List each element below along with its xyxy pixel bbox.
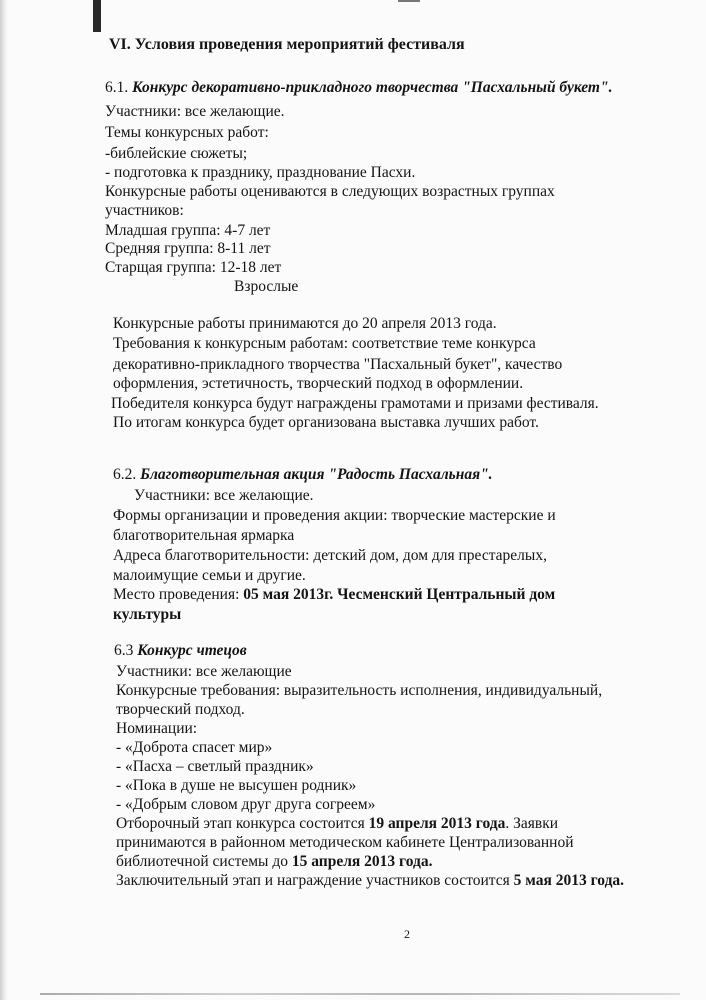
text-line: Взрослые <box>234 278 299 295</box>
text-line: Участники: все желающие. <box>134 487 314 504</box>
text-line: Конкурсные требования: выразительность исполнения, индивидуальный, <box>116 682 603 699</box>
text-line: оформления, эстетичность, творческий подход в оформлении. <box>113 375 524 392</box>
section-title-text: Конкурс чтецов <box>137 642 247 659</box>
text-line <box>116 872 624 890</box>
section-number: 6.1. <box>105 79 129 96</box>
text-line: Средняя группа: 8-11 лет <box>105 240 271 257</box>
text-line: творческий подход. <box>116 701 245 718</box>
text-line <box>116 853 432 871</box>
place-value: 05 мая 2013г. Чесменский Центральный дом <box>243 586 556 603</box>
text-line: -библейские сюжеты; <box>105 145 248 162</box>
text-line: Конкурсные работы принимаются до 20 апреля 2013 года. <box>113 315 497 332</box>
text-line: - подготовка к празднику, празднование Пасхи. <box>105 164 416 181</box>
date-highlight: 19 апреля 2013 года <box>368 815 506 832</box>
text-line: Старщая группа: 12-18 лет <box>105 259 282 276</box>
text-line: Младшая группа: 4-7 лет <box>105 222 271 239</box>
text-span: Заключительный этап и награждение участников состоится <box>116 872 514 889</box>
scan-mark <box>93 0 101 32</box>
date-highlight: 5 мая 2013 года. <box>513 872 625 889</box>
page-number: 2 <box>404 927 410 941</box>
section-heading: VI. Условия проведения мероприятий фестиваля <box>109 36 465 53</box>
list-item: - «Добрым словом друг друга согреем» <box>116 796 376 813</box>
scan-edge <box>40 993 680 995</box>
section-number: 6.2. <box>113 466 141 483</box>
section-title <box>105 79 612 97</box>
section-title-text: Конкурс декоративно-прикладного творчества "Пасхальный букет". <box>132 79 613 96</box>
text-line: принимаются в районном методическом кабинете Централизованной <box>116 834 574 851</box>
section-title <box>113 466 493 484</box>
text-line <box>116 815 558 833</box>
section-number: 6.3 <box>114 642 138 659</box>
text-line: Участники: все желающие. <box>105 103 285 120</box>
text-line: Адреса благотворительности: детский дом, дом для престарелых, <box>113 547 547 564</box>
text-line: Участники: все желающие <box>116 663 292 680</box>
section-title <box>114 642 247 660</box>
text-line: участников: <box>105 202 184 219</box>
place-label: Место проведения: <box>113 586 244 603</box>
text-span: . Заявки <box>505 815 559 832</box>
text-line: декоративно-прикладного творчества "Пасхальный букет", качество <box>113 356 563 373</box>
scan-edge <box>0 0 8 1000</box>
text-line: Конкурсные работы оцениваются в следующих возрастных группах <box>105 183 555 200</box>
place-value: культуры <box>113 606 182 623</box>
text-line: благотворительная ярмарка <box>113 527 295 544</box>
date-highlight: 15 апреля 2013 года. <box>291 853 433 870</box>
text-line: По итогам конкурса будет организована выставка лучших работ. <box>113 414 539 431</box>
text-line <box>113 586 555 604</box>
text-span: Отборочный этап конкурса состоится <box>116 815 369 832</box>
text-line: Номинации: <box>116 720 198 737</box>
text-line: Формы организации и проведения акции: творческие мастерские и <box>113 507 556 524</box>
list-item: - «Пока в душе не высушен родник» <box>116 777 357 794</box>
text-line: малоимущие семьи и другие. <box>113 567 306 584</box>
text-line: Победителя конкурса будут награждены грамотами и призами фестиваля. <box>111 395 599 412</box>
text-line: Требования к конкурсным работам: соответствие теме конкурса <box>113 335 536 352</box>
section-title-text: Благотворительная акция "Радость Пасхальная". <box>140 466 493 483</box>
text-span: библиотечной системы до <box>116 853 292 870</box>
scan-mark <box>398 0 420 2</box>
list-item: - «Пасха – светлый праздник» <box>116 758 314 775</box>
text-line: Темы конкурсных работ: <box>105 124 269 141</box>
list-item: - «Доброта спасет мир» <box>116 739 273 756</box>
